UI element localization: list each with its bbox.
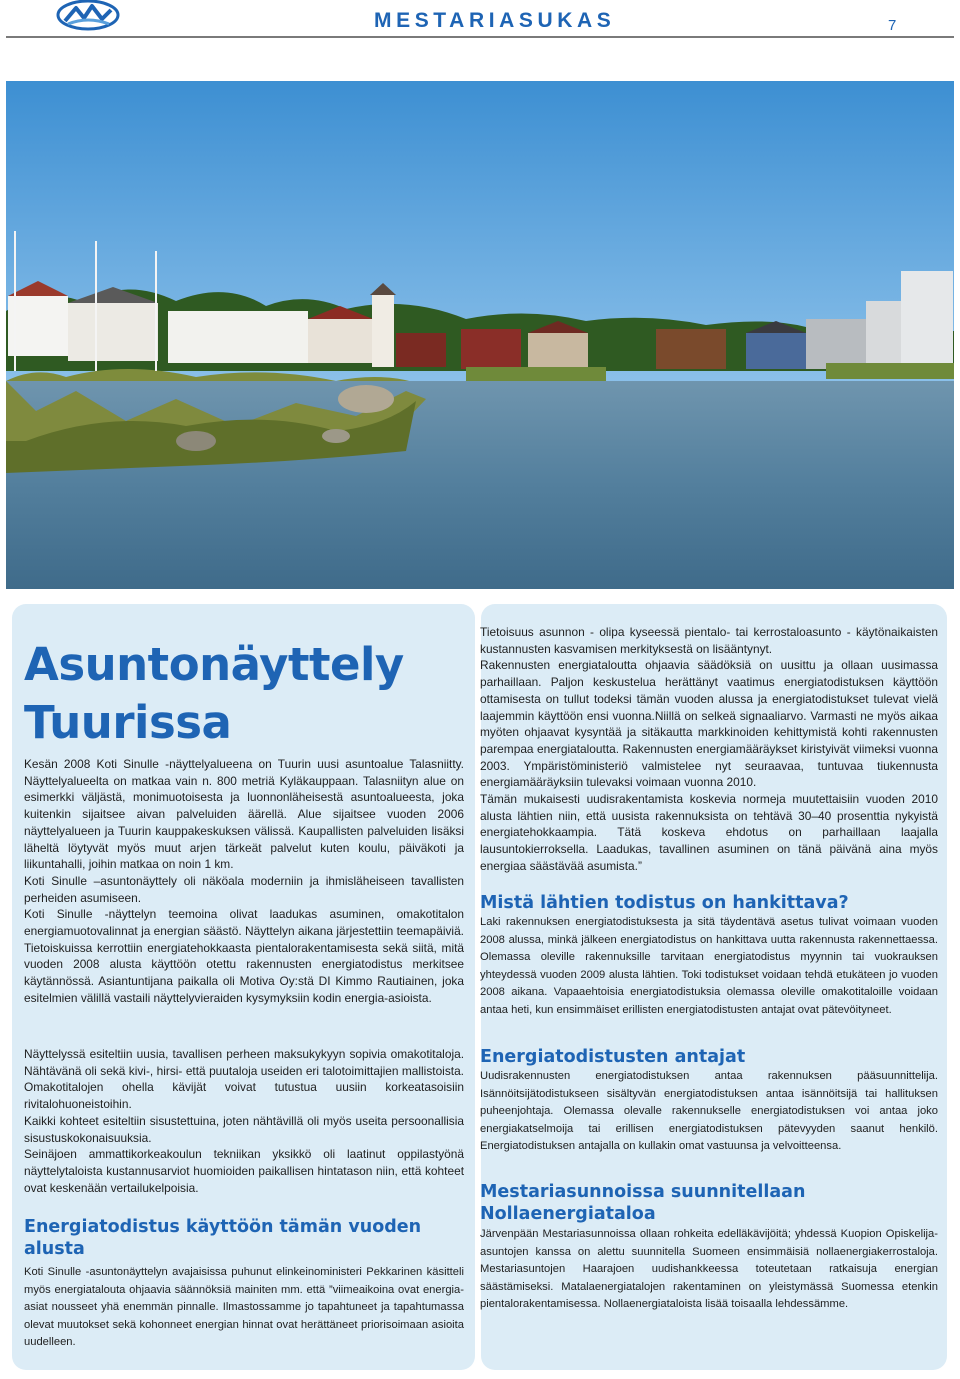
intro-paragraph: Koti Sinulle -näyttelyn teemoina olivat laadukas asuminen, omakotitalon energiamuotovalinnat ja energian säästö. Näyttelyn aikana järjestettiin teemapäiviä. Tietoiskuissa kerrottiin energiatehokkaasta pientalorakentamisesta sekä siitä, mitä vuoden 2008 alusta käyttöön otettu rakennusten energiatodistus merkitsee käytännössä. Asiantuntijana paikalla oli Motiva Oy:stä DI Kimmo Rautiainen, joka esitelmien välillä vastaili näyttelyvieraiden kysymyksiin kodin energia-asioista. — [24, 907, 464, 1005]
article-title-line2: Tuurissa — [24, 696, 232, 749]
section-heading: Energiatodistusten antajat — [480, 1047, 746, 1067]
header-divider — [6, 36, 954, 38]
intro-paragraph: Koti Sinulle –asuntonäyttely oli näköala moderniin ja ihmisläheiseen tavallisten perheiden asumiseen. — [24, 873, 464, 905]
right-intro-paragraph: Tietoisuus asunnon - olipa kyseessä pientalo- tai kerrostaloasunto - käytönaikaisten kustannusten kasvamisen merkityksestä on lisääntynyt. — [480, 625, 938, 656]
right-intro-text — [480, 624, 938, 875]
page-header — [0, 0, 960, 40]
right-intro-paragraph: Rakennusten energiataloutta ohjaavia säädöksiä on uusittu ja ollaan uusimassa parhaillaan. Paljon keskustelua herättänyt vaatimus energiatodistuksen käyttöön ottamisesta on tullut todeksi tämän vuoden alussa ja energiatodistukset tulevat vielä laajemmin käyttöön ensi vuonna.Niillä on selkeä signaaliarvo. Varmasti ne myös aikaa myöten ohjaavat kysyntää ja sitäkautta markkinoiden kehittymistä kohti rakennusten parempaa energiataloutta. Rakennusten energiamääräykset kiristyivät viimeksi vuonna 2003. Ympäristöministeriö valmistelee nyt seuraavaa, tuntuvaa tiukennusta energiamääräyksiin tulevaksi voimaan vuonna 2010. — [480, 658, 938, 790]
article-title — [24, 636, 404, 752]
logo-icon — [56, 0, 120, 32]
section-text — [24, 1264, 464, 1352]
exhibits-paragraph: Näyttelyssä esiteltiin uusia, tavallisen perheen maksukykyyn sopivia omakotitaloja. Nähtävänä oli sekä kivi-, hirsi- että puutaloja useiden eri talotoimittajien mallistoista. Omakotitalojen ohella kävijät voivat tutustua uusiin korkeatasoisiin rivitalohuoneistoihin. — [24, 1047, 464, 1112]
section-heading: Mistä lähtien todistus on hankittava? — [480, 893, 849, 913]
section-text — [480, 1068, 938, 1156]
intro-text — [24, 756, 464, 1007]
right-intro-paragraph: Tämän mukaisesti uudisrakentamista koskevia normeja muutettaisiin vuoden 2010 alusta lähtien niin, että uusista rakennuksista on tehtävä 30–40 prosenttia nykyistä energiatehokkaampia. Tätä koskeva ehdotus on parhaillaan laajalla lausuntokierroksella. Laadukas, tavallinen asuminen on tänä päivänä aina myös energiaa säästävää asumista.” — [480, 792, 938, 873]
page-number: 7 — [888, 17, 897, 34]
masthead-title: MESTARIASUKAS — [374, 9, 616, 32]
section-paragraph: Järvenpään Mestariasunnoissa ollaan rohkeita edelläkävijöitä; yhdessä Kuopion Opiskelija-asuntojen kanssa on alettu suunnitella Suomeen ensimmäisiä nollaenergiakerrostaloja. Mestariasuntojen Haarajoen uudishankkeessa toteutetaan ratkaisuja energian säästämiseksi. Matalaenergiatalojen rakentaminen on yleistymässä Suomessa etenkin pientalorakentamisessa. Nollaenergiataloista lisää toisaalla lehdessämme. — [480, 1228, 938, 1311]
exhibits-text — [24, 1046, 464, 1196]
section-paragraph: Uudisrakennusten energiatodistuksen antaa rakennuksen pääsuunnittelija. Isännöitsijätodistukseen sisältyvän energiatodistuksen antaa isännöitsijä tai hallituksen puheenjohtaja. Olemassa olevalle rakennukselle energiatodistuksen voi antaa joko energiakatselmoija tai erillisen energiatodistuksen pätevyyden saanut henkilö. Energiatodistuksen antajalla on kullakin omat vastuunsa ja velvoitteensa. — [480, 1070, 938, 1153]
section-paragraph: Koti Sinulle -asuntonäyttelyn avajaisissa puhunut elinkeinoministeri Pekkarinen käsitteli myös energiatalouta ohjaavia säännöksiä mainiten mm. että ”viimeaikoina ovat energia-asiat nousseet yhä enemmän pinnalle. Ilmastossamme jo tapahtuneet ja tapahtumassa olevat muutokset sekä kohonneet energian hinnat ovat herättäneet priorisoimaan asioita uudelleen. — [24, 1266, 464, 1349]
lake-housing-photo — [6, 81, 954, 589]
exhibits-paragraph: Kaikki kohteet esiteltiin sisustettuina, joten nähtävillä oli myös useita persoonallisia sisustuskokonaisuuksia. — [24, 1113, 464, 1145]
section-heading: Mestariasunnoissa suunnitellaan Nollaenergiataloa — [480, 1182, 806, 1224]
exhibits-paragraph: Seinäjoen ammattikorkeakoulun tekniikan yksikkö oli laatinut oppilastyönä näyttelytaloista kustannusarviot huomioiden paikallisen hintatason niin, että kohteet ovat keskenään vertailukelpoisia. — [24, 1147, 464, 1195]
section-text — [480, 914, 938, 1020]
section-heading: Energiatodistus käyttöön tämän vuoden alusta — [24, 1217, 422, 1259]
article-title-line1: Asuntonäyttely — [24, 638, 404, 691]
section-text — [480, 1226, 938, 1314]
section-paragraph: Laki rakennuksen energiatodistuksesta ja sitä täydentävä asetus tulivat voimaan vuoden 2008 alussa, minkä jälkeen energiatodistus on hankittava uutta rakennusta rakennettaessa. Olemassa oleville rakennuksille tarvitaan energiatodistus myynnin tai vuokrauksen yhteydessä vuoden 2009 alusta lähtien. Toki todistukset voidaan tehdä etukäteen jo vuoden 2008 aikana. Vapaaehtoisia energiatodistuksia olemassa oleville omakotitaloille voidaan antaa heti, kun ensimmäiset erillisten energiatodistusten antajat ovat pätevöityneet. — [480, 916, 938, 1016]
intro-paragraph: Kesän 2008 Koti Sinulle -näyttelyalueena on Tuurin uusi asuntoalue Talasniitty. Näyttelyalueelta on matkaa vain n. 800 metriä Kyläkauppaan. Talasniityn alue on esimerkki väljästä, monimuotoisesta ja luonnonläheisestä asuntoalueesta, joka kuitenkin sijaitsee aivan palveluiden äärellä. Alue sijaitsee vuoden 2006 näyttelyalueen ja Tuurin kauppakeskuksen välissä. Kaupallisten palveluiden lisäksi läheltä löytyvät myös muut arjen tärkeät palvelut kuten koulu, päiväkoti ja liikuntahalli, joihin matkaa on noin 1 km. — [24, 757, 464, 872]
